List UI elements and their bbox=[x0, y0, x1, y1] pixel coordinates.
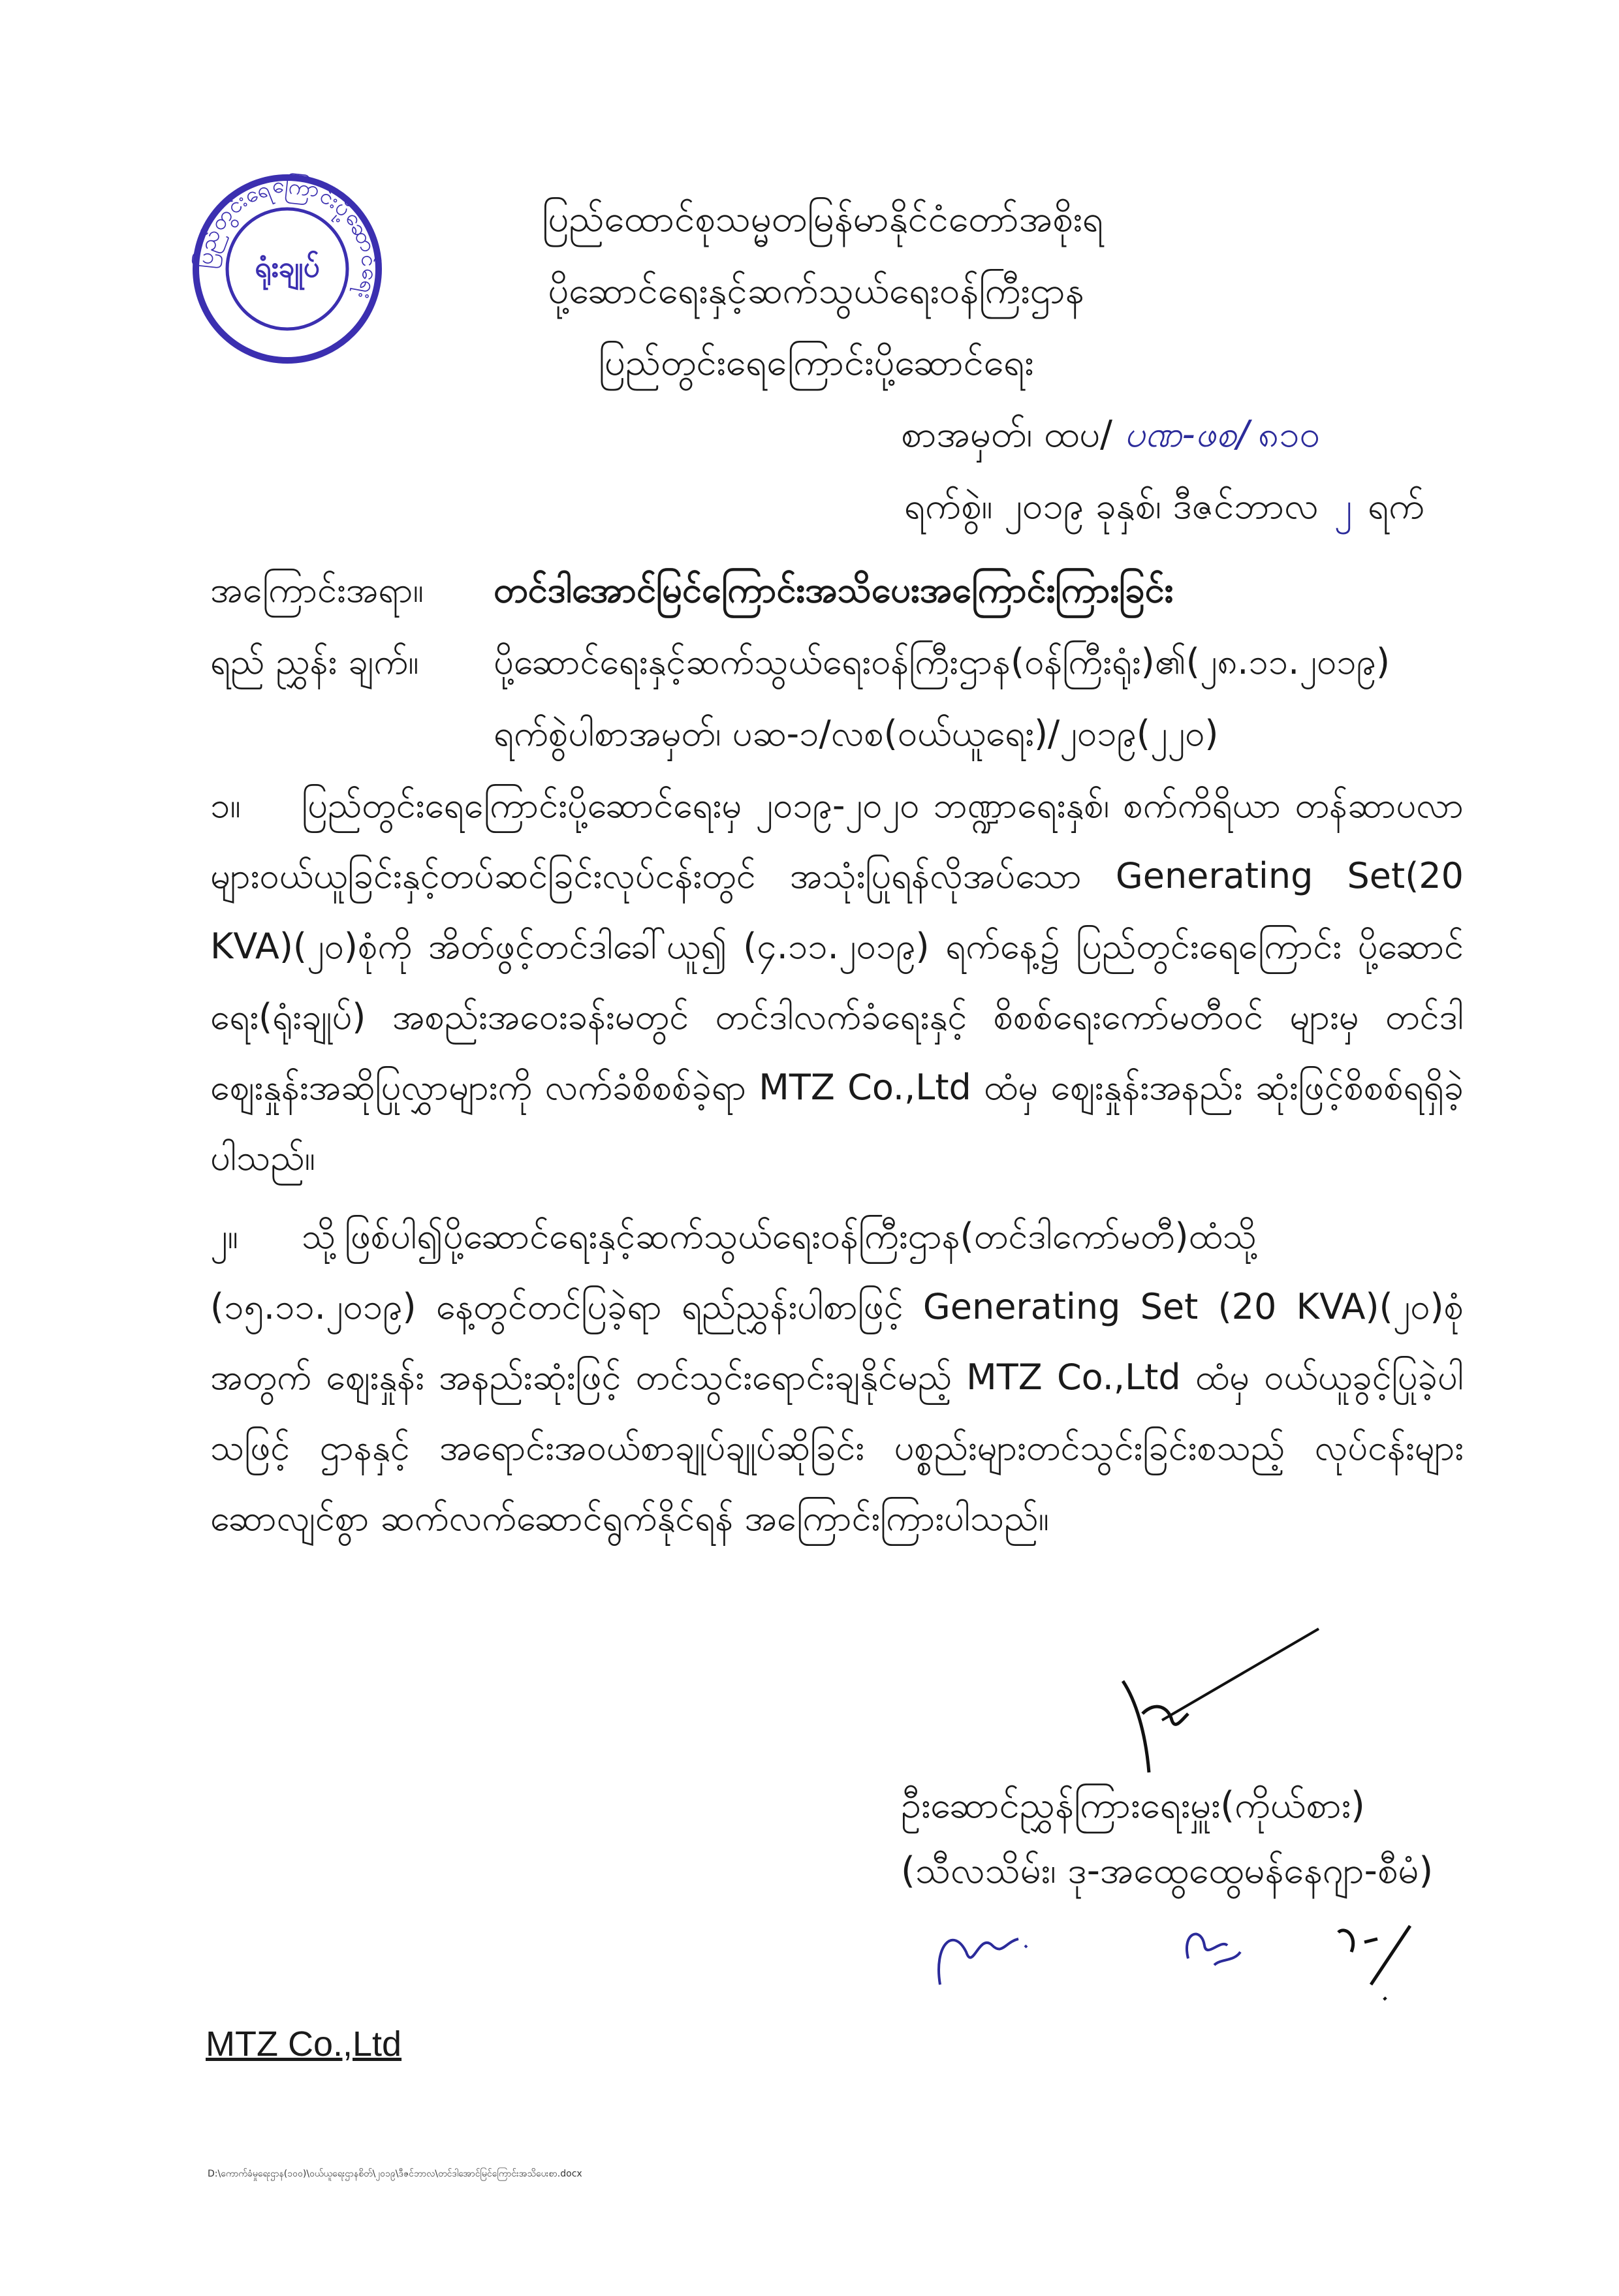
signer-name: (သီလသိမ်း၊ ဒု-အထွေထွေမန်နေဂျာ-စီမံ) bbox=[901, 1849, 1434, 1892]
recipient: MTZ Co.,Ltd bbox=[206, 2024, 402, 2064]
paragraph-1-number: ၁။ bbox=[210, 785, 241, 826]
reference-doc-label: ရည် ညွှန်း ချက်။ bbox=[210, 641, 419, 682]
handwritten-initials bbox=[914, 1906, 1449, 2011]
stamp-center-text: ရုံးချုပ် bbox=[255, 251, 320, 284]
reference-serial: ၈၁၀ bbox=[1258, 413, 1321, 456]
date-day-handwritten: ၂ bbox=[1334, 485, 1353, 527]
reference-doc-line-1: ပို့ဆောင်ရေးနှင့်ဆက်သွယ်ရေးဝန်ကြီးဌာန(ဝန်ကြီးရုံး)၏(၂၈.၁၁.၂၀၁၉) bbox=[494, 641, 1391, 682]
paragraph-1 bbox=[210, 770, 1464, 1193]
subject-text: တင်ဒါအောင်မြင်ကြောင်းအသိပေးအကြောင်းကြားခြင်း bbox=[494, 569, 1174, 610]
paragraph-2 bbox=[210, 1201, 1464, 1554]
handwritten-signature bbox=[1110, 1622, 1332, 1792]
paragraph-2-number: ၂။ bbox=[210, 1216, 238, 1257]
stamp-ring-text: ပြည်တွင်းရေကြောင်းပို့ဆောင်ရေး bbox=[191, 172, 384, 302]
file-path-footer: D:\ကောက်ခံမှုရေးဌာန(၁၀၀)\ဝယ်ယူရေးဌာနစိတ်\၂၀၁၉\ဒီဇင်ဘာလ\တင်ဒါအောင်မြင်ကြောင်းအသိပေးစာ.docx bbox=[208, 2169, 582, 2179]
office-seal-stamp bbox=[189, 171, 385, 367]
letter-date: ရက်စွဲ။ ၂၀၁၉ ခုနှစ်၊ ဒီဇင်ဘာလ ၂ ရက် bbox=[904, 485, 1425, 527]
signer-title: ဦးဆောင်ညွှန်ကြားရေးမှူး(ကိုယ်စား) bbox=[901, 1784, 1365, 1827]
reference-doc-line-2: ရက်စွဲပါစာအမှတ်၊ ပဆ-၁/လစ(ဝယ်ယူရေး)/၂၀၁၉(၂၂၀) bbox=[494, 713, 1219, 754]
reference-handwritten: ပဏ-ဖစ/ bbox=[1124, 413, 1250, 456]
reference-number: စာအမှတ်၊ ထပ/ ပဏ-ဖစ/ ၈၁၀ bbox=[901, 413, 1321, 456]
paragraph-1-text: ပြည်တွင်းရေကြောင်းပို့ဆောင်ရေးမှ ၂၀၁၉-၂၀၂၀ ဘဏ္ဍာရေးနှစ်၊ စက်ကိရိယာ တန်ဆာပလာများဝယ်ယူခြင်းနှင့်တပ်ဆင်ခြင်းလုပ်ငန်းတွင် အသုံးပြုရန်လိုအပ်သော Generating Set(20 KVA)(၂၀)စုံကို အိတ်ဖွင့်တင်ဒါခေါ်ယူ၍ (၄.၁၁.၂၀၁၉) ရက်နေ့၌ ပြည်တွင်းရေကြောင်း ပို့ဆောင်ရေး(ရုံးချုပ်) အစည်းအဝေးခန်းမတွင် တင်ဒါလက်ခံရေးနှင့် စိစစ်ရေးကော်မတီဝင် များမှ တင်ဒါဈေးနှုန်းအဆိုပြုလွှာများကို လက်ခံစိစစ်ခဲ့ရာ MTZ Co.,Ltd ထံမှ ဈေးနှုန်းအနည်း ဆုံးဖြင့်စိစစ်ရရှိခဲ့ပါသည်။ bbox=[210, 785, 1464, 1178]
subject-label: အကြောင်းအရာ။ bbox=[210, 569, 424, 610]
paragraph-2-text: သို့ဖြစ်ပါ၍ပို့ဆောင်ရေးနှင့်ဆက်သွယ်ရေးဝန်ကြီးဌာန(တင်ဒါကော်မတီ)ထံသို့ (၁၅.၁၁.၂၀၁၉) နေ့တွင်တင်ပြခဲ့ရာ ရည်ညွှန်းပါစာဖြင့် Generating Set (20 KVA)(၂၀)စုံအတွက် ဈေးနှုန်း အနည်းဆုံးဖြင့် တင်သွင်းရောင်းချနိုင်မည့် MTZ Co.,Ltd ထံမှ ဝယ်ယူခွင့်ပြုခဲ့ပါသဖြင့် ဌာနနှင့် အရောင်းအဝယ်စာချုပ်ချုပ်ဆိုခြင်း ပစ္စည်းများတင်သွင်းခြင်းစသည့် လုပ်ငန်းများဆောလျင်စွာ ဆက်လက်ဆောင်ရွက်နိုင်ရန် အကြောင်းကြားပါသည်။ bbox=[210, 1216, 1464, 1539]
